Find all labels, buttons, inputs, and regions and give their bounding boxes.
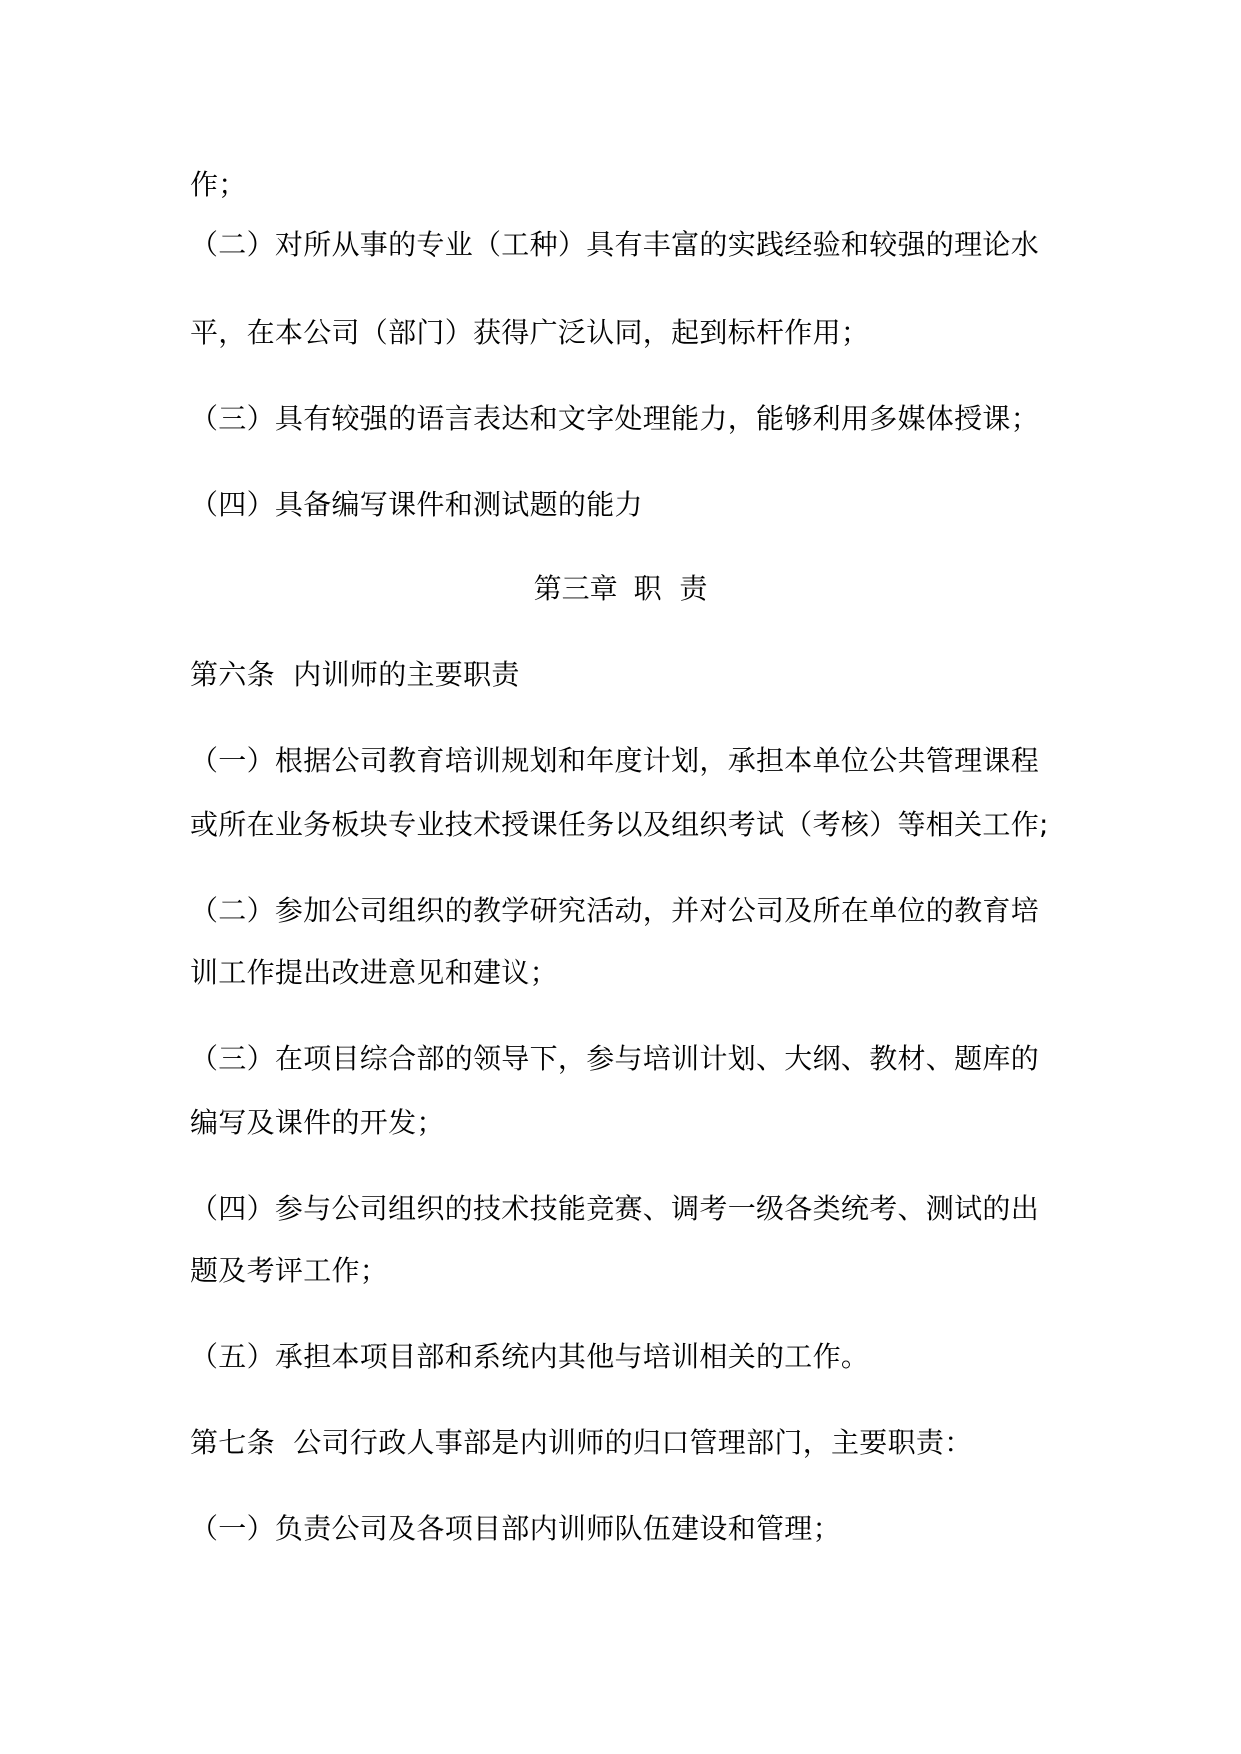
chapter-title: 职 责 <box>633 572 708 605</box>
paragraph-line: 编写及课件的开发； <box>190 1106 445 1139</box>
article-heading: 第六条 内训师的主要职责 <box>190 658 520 691</box>
paragraph-line: （四）具备编写课件和测试题的能力 <box>190 488 643 521</box>
paragraph-line: 平，在本公司（部门）获得广泛认同，起到标杆作用； <box>190 316 870 349</box>
paragraph-line: （二）参加公司组织的教学研究活动，并对公司及所在单位的教育培 <box>190 894 1040 927</box>
paragraph-line: （二）对所从事的专业（工种）具有丰富的实践经验和较强的理论水 <box>190 228 1040 261</box>
paragraph-line: （一）负责公司及各项目部内训师队伍建设和管理； <box>190 1512 841 1545</box>
paragraph-line: 或所在业务板块专业技术授课任务以及组织考试（考核）等相关工作; <box>190 808 1049 841</box>
paragraph-line: 作； <box>190 168 247 201</box>
article-heading: 第七条 公司行政人事部是内训师的归口管理部门，主要职责： <box>190 1426 973 1459</box>
chapter-heading <box>0 572 1241 606</box>
paragraph-line: （三）具有较强的语言表达和文字处理能力，能够利用多媒体授课； <box>190 402 1040 435</box>
paragraph-line: 训工作提出改进意见和建议； <box>190 956 558 989</box>
paragraph-line: （四）参与公司组织的技术技能竞赛、调考一级各类统考、测试的出 <box>190 1192 1040 1225</box>
paragraph-line: （五）承担本项目部和系统内其他与培训相关的工作。 <box>190 1340 870 1373</box>
paragraph-line: （一）根据公司教育培训规划和年度计划，承担本单位公共管理课程 <box>190 744 1040 777</box>
paragraph-line: 题及考评工作； <box>190 1254 389 1287</box>
paragraph-line: （三）在项目综合部的领导下，参与培训计划、大纲、教材、题库的 <box>190 1042 1040 1075</box>
chapter-number: 第三章 <box>533 572 618 605</box>
